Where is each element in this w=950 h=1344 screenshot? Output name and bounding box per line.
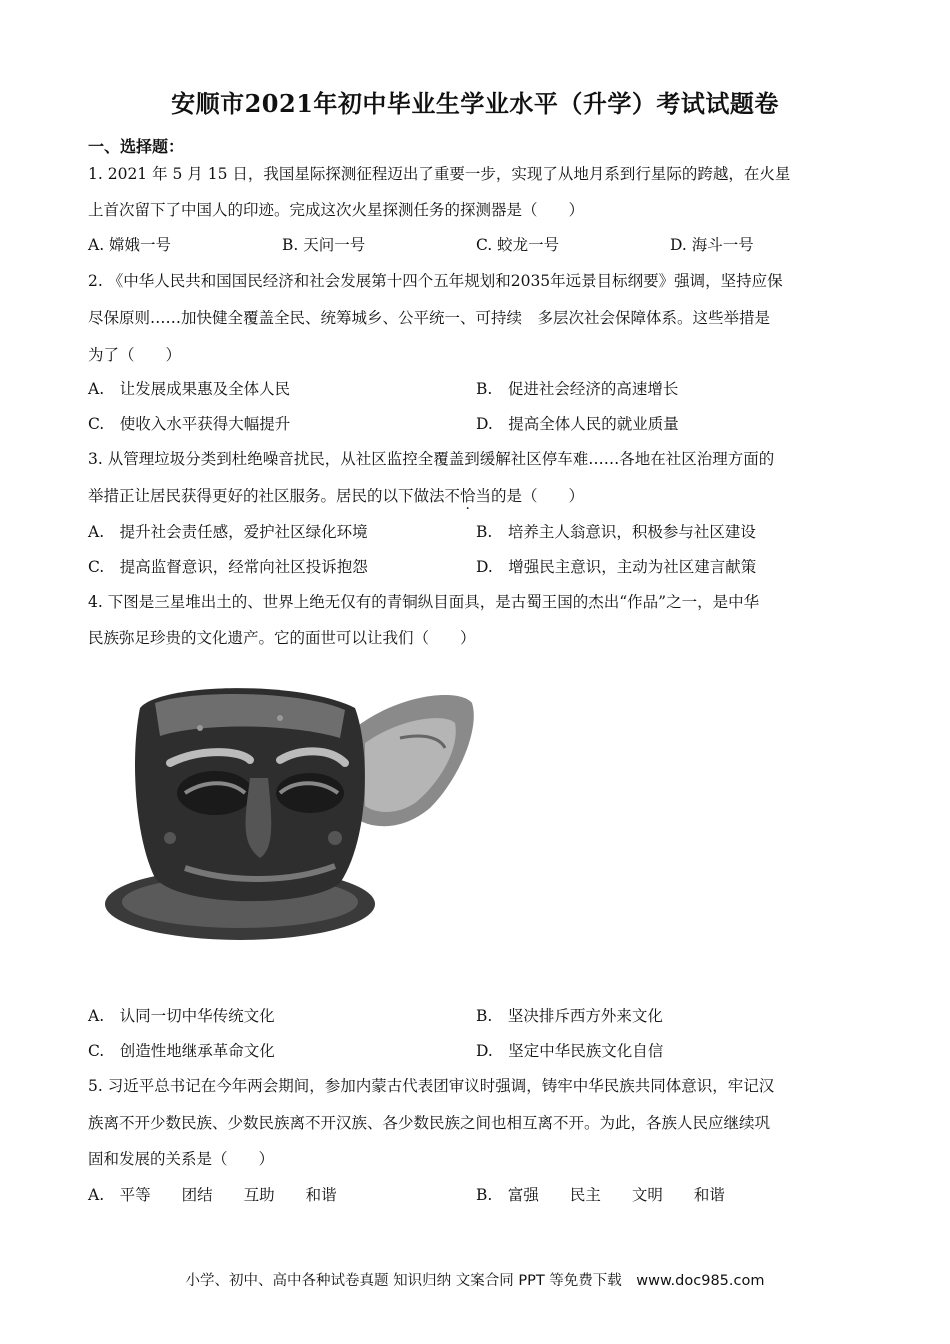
q3-line1: 3. 从管理垃圾分类到杜绝噪音扰民，从社区监控全覆盖到缓解社区停车难……各地在社区治理方面的 [88,450,775,468]
q4-line2: 民族弥足珍贵的文化遗产。它的面世可以让我们（ ） [88,629,476,647]
q5-option-a: A. 平等 团结 互助 和谐 [88,1186,337,1204]
q2-option-c: C. 使收入水平获得大幅提升 [88,415,291,433]
q3-line2 [88,484,584,506]
q5-option-b: B. 富强 民主 文明 和谐 [476,1186,725,1204]
section-heading: 一、选择题： [88,137,185,156]
q3-option-d: D. 增强民主意识，主动为社区建言献策 [476,558,757,576]
q1-option-a: A. 嫦娥一号 [88,236,172,254]
q2-line1: 2. 《中华人民共和国国民经济和社会发展第十四个五年规划和2035年远景目标纲要》强调，坚持应保 [88,272,783,290]
q2-option-b: B. 促进社会经济的高速增长 [476,380,679,398]
footer-download-notice: 小学、初中、高中各种试卷真题 知识归纳 文案合同 PPT 等免费下载 www.doc985.com [185,1273,765,1289]
q2-line3: 为了（ ） [88,346,182,364]
q3-emphasis [445,487,492,505]
q4-option-b: B. 坚决排斥西方外来文化 [476,1007,663,1025]
q3-option-c: C. 提高监督意识，经常向社区投诉抱怨 [88,558,368,576]
page-title: 安顺市2021年初中毕业生学业水平（升学）考试试题卷 [171,89,779,118]
q2-option-d: D. 提高全体人民的就业质量 [476,415,679,433]
q4-line1: 4. 下图是三星堆出土的、世界上绝无仅有的青铜纵目面具，是古蜀王国的杰出“作品”之一，是中华 [88,593,760,611]
q5-line1: 5. 习近平总书记在今年两会期间，参加内蒙古代表团审议时强调，铸牢中华民族共同体意识，牢记汉 [88,1077,775,1095]
q3-option-a: A. 提升社会责任感，爱护社区绿化环境 [88,523,368,541]
q2-option-a: A. 让发展成果惠及全体人民 [88,380,291,398]
q4-option-d: D. 坚定中华民族文化自信 [476,1042,664,1060]
q1-option-c: C. 蛟龙一号 [476,236,560,254]
q4-option-c: C. 创造性地继承革命文化 [88,1042,275,1060]
q2-line2: 尽保原则……加快健全覆盖全民、统筹城乡、公平统一、可持续 多层次社会保障体系。这些举措是 [88,309,771,327]
q3-emphasis-text: 不恰当 [444,487,492,505]
q5-line2: 族离不开少数民族、少数民族离不开汉族、各少数民族之间也相互离不开。为此，各族人民应继续巩 [88,1114,771,1132]
q1-option-d: D. 海斗一号 [670,236,754,254]
q3-line2-post: 的是（ ） [491,487,585,505]
q3-line2-pre: 举措正让居民获得更好的社区服务。居民的以下做法 [88,487,445,505]
q1-line2: 上首次留下了中国人的印迹。完成这次火星探测任务的探测器是（ ） [88,201,585,219]
bronze-mask-image [100,668,480,958]
q5-line3: 固和发展的关系是（ ） [88,1150,275,1168]
q3-option-b: B. 培养主人翁意识，积极参与社区建设 [476,523,756,541]
q1-line1: 1. 2021 年 5 月 15 日，我国星际探测征程迈出了重要一步，实现了从地月系到行星际的跨越，在火星 [88,165,791,183]
q1-option-b: B. 天问一号 [282,236,366,254]
q4-option-a: A. 认同一切中华传统文化 [88,1007,275,1025]
